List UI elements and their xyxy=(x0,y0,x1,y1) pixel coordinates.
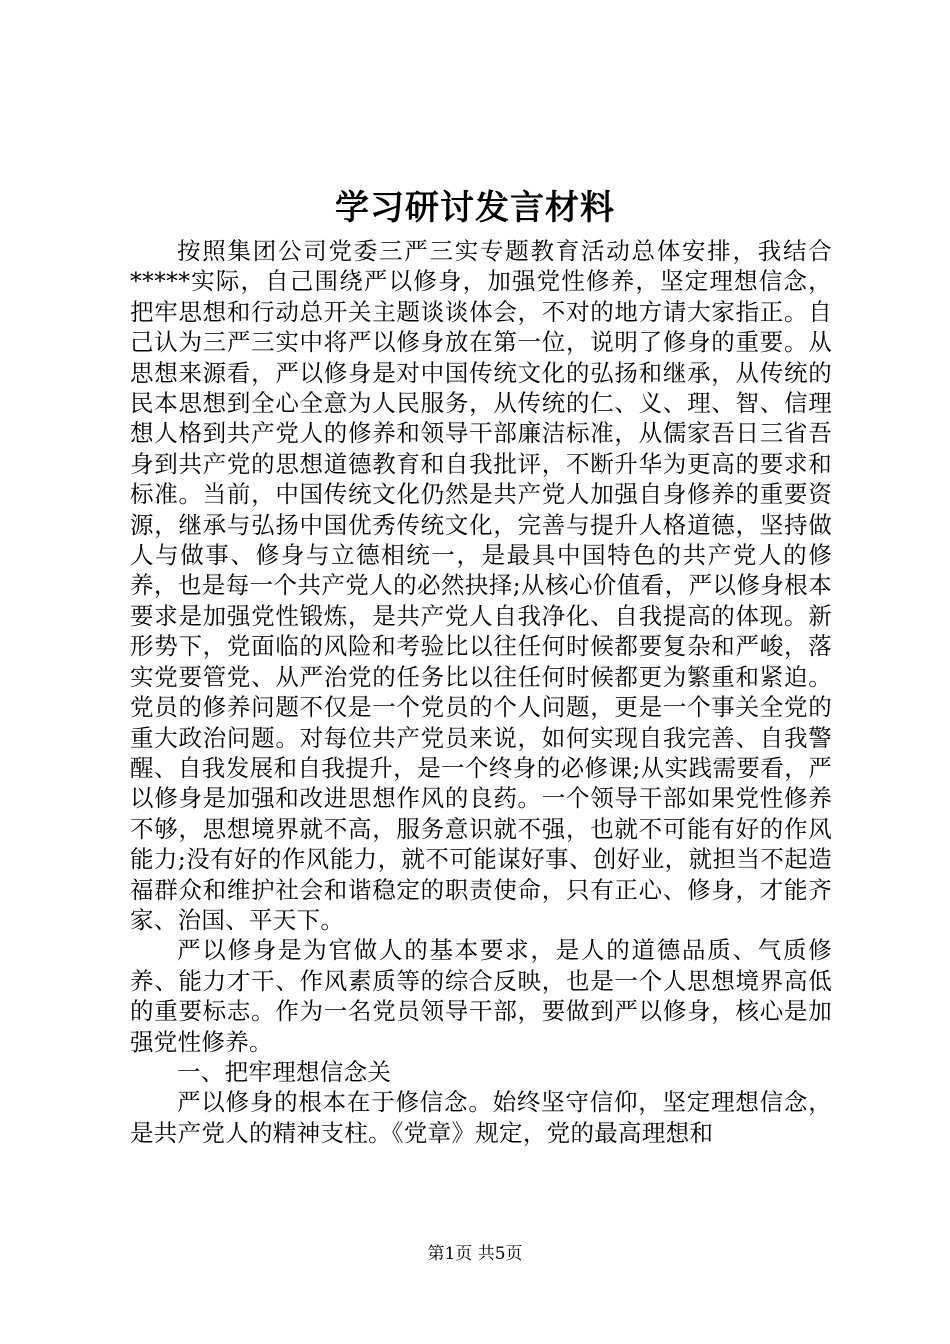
body-paragraph: 严以修身是为官做人的基本要求，是人的道德品质、气质修养、能力才干、作风素质等的综合反映，也是一个人思想境界高低的重要标志。作为一名党员领导干部，要做到严以修身，核心是加强党性修养。 xyxy=(130,936,832,1056)
document-title: 学习研讨发言材料 xyxy=(335,188,615,228)
body-paragraph: 按照集团公司党委三严三实专题教育活动总体安排，我结合*****实际，自己围绕严以修身，加强党性修养，坚定理想信念，把牢思想和行动总开关主题谈谈体会，不对的地方请大家指正。自己认为三严三实中将严以修身放在第一位，说明了修身的重要。从思想来源看，严以修身是对中国传统文化的弘扬和继承，从传统的民本思想到全心全意为人民服务，从传统的仁、义、理、智、信理想人格到共产党人的修养和领导干部廉洁标准，从儒家吾日三省吾身到共产党的思想道德教育和自我批评，不断升华为更高的要求和标准。当前，中国传统文化仍然是共产党人加强自身修养的重要资源，继承与弘扬中国优秀传统文化，完善与提升人格道德，坚持做人与做事、修身与立德相统一，是最具中国特色的共产党人的修养，也是每一个共产党人的必然抉择;从核心价值看，严以修身根本要求是加强党性锻炼，是共产党人自我净化、自我提高的体现。新形势下，党面临的风险和考验比以往任何时候都要复杂和严峻，落实党要管党、从严治党的任务比以往任何时候都更为繁重和紧迫。党员的修养问题不仅是一个党员的个人问题，更是一个事关全党的重大政治问题。对每位共产党员来说，如何实现自我完善、自我警醒、自我发展和自我提升，是一个终身的必修课;从实践需要看，严以修身是加强和改进思想作风的良药。一个领导干部如果党性修养不够，思想境界就不高，服务意识就不强，也就不可能有好的作风能力;没有好的作风能力，就不可能谋好事、创好业，就担当不起造福群众和维护社会和谐稳定的职责使命，只有正心、修身，才能齐家、治国、平天下。 xyxy=(130,237,832,934)
page-number-footer: 第1页 共5页 xyxy=(427,1244,523,1264)
section-heading: 一、把牢理想信念关 xyxy=(177,1057,392,1086)
document-body xyxy=(130,236,832,1148)
body-paragraph: 严以修身的根本在于修信念。始终坚守信仰，坚定理想信念，是共产党人的精神支柱。《党章》规定，党的最高理想和 xyxy=(130,1088,832,1147)
